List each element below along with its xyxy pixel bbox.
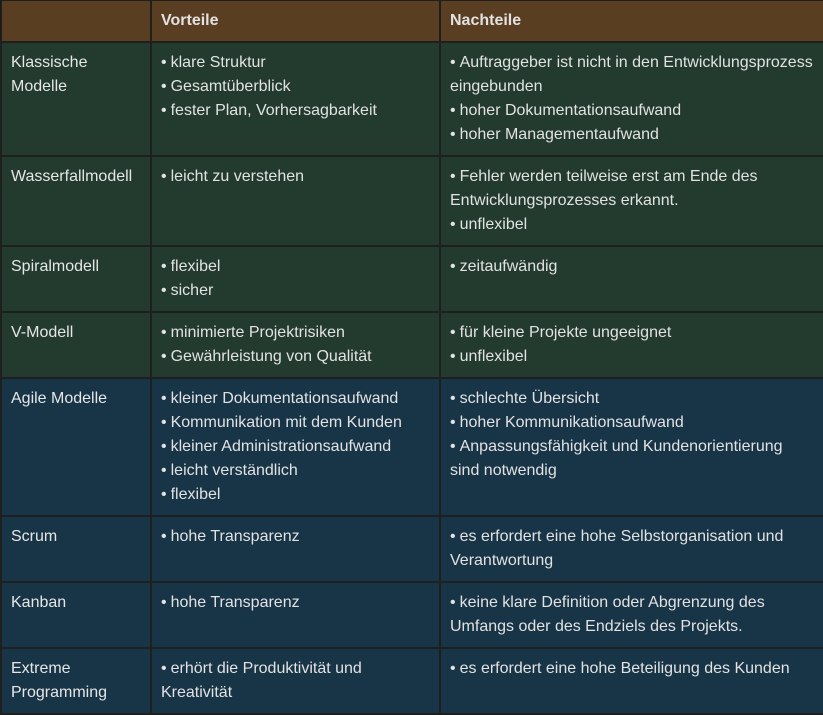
pro-item — [161, 435, 431, 459]
model-name: Klassische Modelle — [1, 42, 151, 156]
item-text: kleiner Dokumentationsaufwand — [170, 390, 399, 407]
model-name: Scrum — [1, 516, 151, 582]
item-text: hoher Dokumentationsaufwand — [459, 102, 682, 119]
bullet: • — [161, 102, 167, 119]
item-text: Gesamtüberblick — [170, 78, 291, 95]
bullet: • — [161, 594, 167, 611]
pro-item — [161, 459, 431, 483]
item-text: unflexibel — [459, 216, 528, 233]
table-row — [1, 516, 823, 582]
pro-item — [161, 279, 431, 303]
cons-cell — [440, 516, 823, 582]
model-name: Extreme Programming — [1, 648, 151, 714]
item-text: es erfordert eine hohe Selbstorganisation und Verantwortung — [450, 528, 784, 569]
cons-cell — [440, 156, 823, 246]
bullet: • — [450, 258, 456, 275]
item-text: schlechte Übersicht — [459, 390, 600, 407]
pros-cell — [151, 516, 440, 582]
bullet: • — [450, 216, 456, 233]
item-text: Auftraggeber ist nicht in den Entwicklungsprozess eingebunden — [450, 54, 813, 95]
pros-cell — [151, 378, 440, 516]
header-cons: Nachteile — [440, 1, 823, 43]
table-row — [1, 582, 823, 648]
pro-item — [161, 345, 431, 369]
item-text: Gewährleistung von Qualität — [170, 348, 372, 365]
item-text: kleiner Administrationsaufwand — [170, 438, 392, 455]
header-pros: Vorteile — [151, 1, 440, 43]
pro-item — [161, 411, 431, 435]
table-row — [1, 648, 823, 714]
bullet: • — [161, 528, 167, 545]
cons-cell — [440, 378, 823, 516]
con-item — [450, 591, 815, 639]
bullet: • — [161, 258, 167, 275]
bullet: • — [450, 102, 456, 119]
bullet: • — [450, 528, 456, 545]
table-row — [1, 378, 823, 516]
bullet: • — [450, 126, 456, 143]
model-name: Wasserfallmodell — [1, 156, 151, 246]
table-row — [1, 312, 823, 378]
table-row — [1, 156, 823, 246]
bullet: • — [161, 348, 167, 365]
item-text: klare Struktur — [170, 54, 266, 71]
bullet: • — [450, 594, 456, 611]
header-model — [1, 1, 151, 43]
item-text: hoher Kommunikationsaufwand — [459, 414, 684, 431]
pro-item — [161, 525, 431, 549]
item-text: hoher Managementaufwand — [459, 126, 659, 143]
cons-cell — [440, 246, 823, 312]
pro-item — [161, 387, 431, 411]
bullet: • — [161, 54, 167, 71]
bullet: • — [450, 168, 456, 185]
con-item — [450, 255, 815, 279]
item-text: erhört die Produktivität und Kreativität — [161, 660, 362, 701]
bullet: • — [161, 282, 167, 299]
bullet: • — [450, 54, 456, 71]
item-text: hohe Transparenz — [170, 528, 300, 545]
cons-cell — [440, 312, 823, 378]
bullet: • — [161, 660, 167, 677]
header-row — [1, 1, 823, 43]
item-text: Fehler werden teilweise erst am Ende des Entwicklungsprozesses erkannt. — [450, 168, 758, 209]
item-text: keine klare Definition oder Abgrenzung des Umfangs oder des Endziels des Projekts. — [450, 594, 765, 635]
model-name: V-Modell — [1, 312, 151, 378]
bullet: • — [450, 660, 456, 677]
pro-item — [161, 51, 431, 75]
table-row — [1, 42, 823, 156]
con-item — [450, 387, 815, 411]
pros-cell — [151, 42, 440, 156]
cons-cell — [440, 42, 823, 156]
pro-item — [161, 591, 431, 615]
item-text: fester Plan, Vorhersagbarkeit — [170, 102, 377, 119]
item-text: minimierte Projektrisiken — [170, 324, 345, 341]
bullet: • — [161, 324, 167, 341]
con-item — [450, 165, 815, 213]
pro-item — [161, 483, 431, 507]
pros-cell — [151, 648, 440, 714]
item-text: leicht verständlich — [170, 462, 298, 479]
cons-cell — [440, 648, 823, 714]
model-name: Kanban — [1, 582, 151, 648]
item-text: Kommunikation mit dem Kunden — [170, 414, 402, 431]
con-item — [450, 99, 815, 123]
con-item — [450, 213, 815, 237]
bullet: • — [161, 78, 167, 95]
con-item — [450, 123, 815, 147]
pro-item — [161, 657, 431, 705]
bullet: • — [450, 414, 456, 431]
con-item — [450, 525, 815, 573]
con-item — [450, 345, 815, 369]
cons-cell — [440, 582, 823, 648]
pro-item — [161, 99, 431, 123]
bullet: • — [161, 462, 167, 479]
bullet: • — [161, 438, 167, 455]
con-item — [450, 435, 815, 483]
model-name: Spiralmodell — [1, 246, 151, 312]
pro-item — [161, 255, 431, 279]
model-name: Agile Modelle — [1, 378, 151, 516]
item-text: zeitaufwändig — [459, 258, 558, 275]
con-item — [450, 321, 815, 345]
item-text: Anpassungsfähigkeit und Kundenorientierung sind notwendig — [450, 438, 783, 479]
pro-item — [161, 75, 431, 99]
pro-item — [161, 321, 431, 345]
bullet: • — [161, 414, 167, 431]
bullet: • — [450, 324, 456, 341]
item-text: leicht zu verstehen — [170, 168, 305, 185]
bullet: • — [450, 438, 456, 455]
bullet: • — [450, 348, 456, 365]
pros-cell — [151, 582, 440, 648]
bullet: • — [161, 168, 167, 185]
item-text: es erfordert eine hohe Beteiligung des Kunden — [459, 660, 790, 677]
con-item — [450, 411, 815, 435]
bullet: • — [450, 390, 456, 407]
item-text: flexibel — [170, 258, 221, 275]
bullet: • — [161, 390, 167, 407]
pros-cell — [151, 156, 440, 246]
pros-cell — [151, 312, 440, 378]
con-item — [450, 657, 815, 681]
item-text: hohe Transparenz — [170, 594, 300, 611]
pro-item — [161, 165, 431, 189]
pros-cell — [151, 246, 440, 312]
item-text: sicher — [170, 282, 214, 299]
con-item — [450, 51, 815, 99]
item-text: für kleine Projekte ungeeignet — [459, 324, 672, 341]
item-text: unflexibel — [459, 348, 528, 365]
bullet: • — [161, 486, 167, 503]
table-row — [1, 246, 823, 312]
item-text: flexibel — [170, 486, 221, 503]
